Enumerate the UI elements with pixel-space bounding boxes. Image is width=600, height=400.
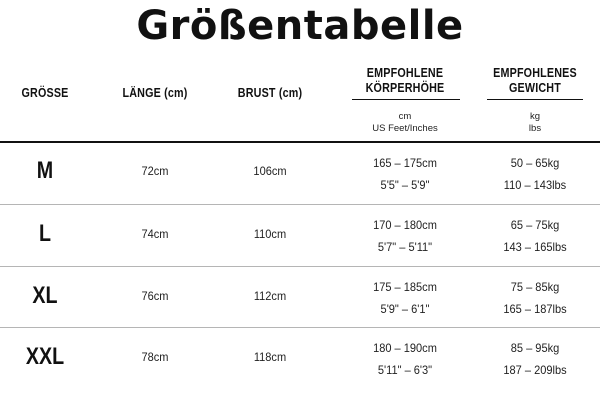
- unit-weight-imperial: lbs: [528, 123, 542, 134]
- weight-kg-value: 50 – 65kg: [510, 156, 560, 170]
- weight-kg-value: 75 – 85kg: [510, 280, 560, 294]
- row-divider: [0, 327, 600, 328]
- length-value: 78cm: [141, 350, 169, 364]
- height-ft-value: 5'7" – 5'11": [377, 240, 433, 254]
- size-label: L: [38, 220, 52, 247]
- size-label: XXL: [25, 343, 65, 370]
- unit-height-imperial: US Feet/Inches: [372, 123, 438, 134]
- weight-kg-value: 85 – 95kg: [510, 341, 560, 355]
- height-ft-value: 5'11" – 6'3": [377, 363, 433, 377]
- chest-value: 110cm: [253, 227, 287, 241]
- length-value: 72cm: [141, 164, 169, 178]
- header-size: GRÖSSE: [21, 86, 69, 100]
- row-divider: [0, 204, 600, 205]
- weight-lbs-value: 143 – 165lbs: [503, 240, 567, 254]
- weight-lbs-value: 165 – 187lbs: [503, 302, 567, 316]
- header-height-line2: KÖRPERHÖHE: [365, 81, 445, 95]
- header-chest: BRUST (cm): [237, 86, 303, 100]
- header-length: LÄNGE (cm): [122, 86, 188, 100]
- header-weight-underline: [487, 99, 583, 100]
- chest-value: 106cm: [253, 164, 287, 178]
- header-height-underline: [352, 99, 460, 100]
- length-value: 76cm: [141, 289, 169, 303]
- height-cm-value: 165 – 175cm: [373, 156, 437, 170]
- page-title: Größentabelle: [136, 3, 464, 49]
- chest-value: 118cm: [253, 350, 287, 364]
- unit-weight-metric: kg: [529, 111, 541, 122]
- header-height-line1: EMPFOHLENE: [366, 66, 444, 80]
- height-ft-value: 5'5" – 5'9": [380, 178, 430, 192]
- unit-height-metric: cm: [398, 111, 412, 122]
- header-weight-line2: GEWICHT: [509, 81, 561, 95]
- length-value: 74cm: [141, 227, 169, 241]
- height-cm-value: 170 – 180cm: [373, 218, 437, 232]
- weight-lbs-value: 110 – 143lbs: [503, 178, 567, 192]
- row-divider: [0, 266, 600, 267]
- height-cm-value: 180 – 190cm: [373, 341, 437, 355]
- weight-lbs-value: 187 – 209lbs: [503, 363, 567, 377]
- size-label: XL: [32, 282, 58, 309]
- height-cm-value: 175 – 185cm: [373, 280, 437, 294]
- height-ft-value: 5'9" – 6'1": [380, 302, 430, 316]
- header-divider: [0, 141, 600, 143]
- chest-value: 112cm: [253, 289, 287, 303]
- header-weight-line1: EMPFOHLENES: [493, 66, 577, 80]
- size-label: M: [36, 157, 54, 184]
- weight-kg-value: 65 – 75kg: [510, 218, 560, 232]
